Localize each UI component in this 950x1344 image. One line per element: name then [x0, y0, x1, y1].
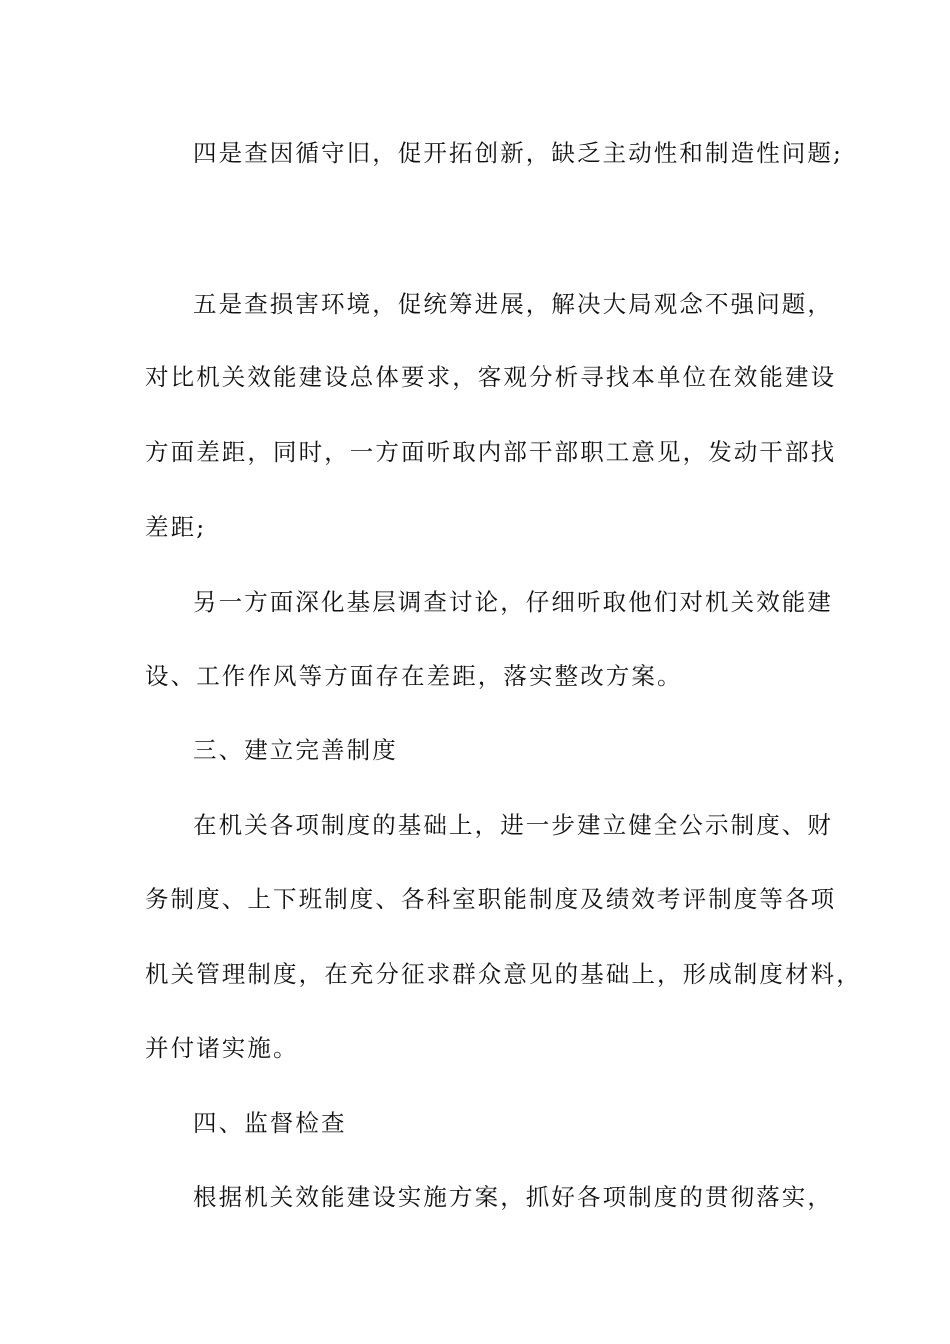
paragraph-line: 另一方面深化基层调查讨论，仔细听取他们对机关效能建	[193, 588, 833, 616]
paragraph-line: 四是查因循守旧，促开拓创新，缺乏主动性和制造性问题;	[193, 139, 844, 167]
paragraph-line: 并付诸实施。	[145, 1034, 299, 1062]
section-heading: 三、建立完善制度	[193, 736, 398, 764]
section-heading: 四、监督检查	[193, 1109, 347, 1137]
paragraph-line: 根据机关效能建设实施方案，抓好各项制度的贯彻落实，	[193, 1183, 833, 1211]
paragraph-line: 方面差距，同时，一方面听取内部干部职工意见，发动干部找	[145, 438, 837, 466]
paragraph-line: 在机关各项制度的基础上，进一步建立健全公示制度、财	[193, 811, 833, 839]
paragraph-line: 务制度、上下班制度、各科室职能制度及绩效考评制度等各项	[145, 885, 837, 913]
paragraph-line: 五是查损害环境，促统筹进展，解决大局观念不强问题，	[193, 290, 833, 318]
paragraph-line: 机关管理制度，在充分征求群众意见的基础上，形成制度材料，	[145, 960, 862, 988]
paragraph-line: 对比机关效能建设总体要求，客观分析寻找本单位在效能建设	[145, 363, 837, 391]
paragraph-line: 差距;	[145, 513, 207, 541]
paragraph-line: 设、工作作风等方面存在差距，落实整改方案。	[145, 662, 683, 690]
